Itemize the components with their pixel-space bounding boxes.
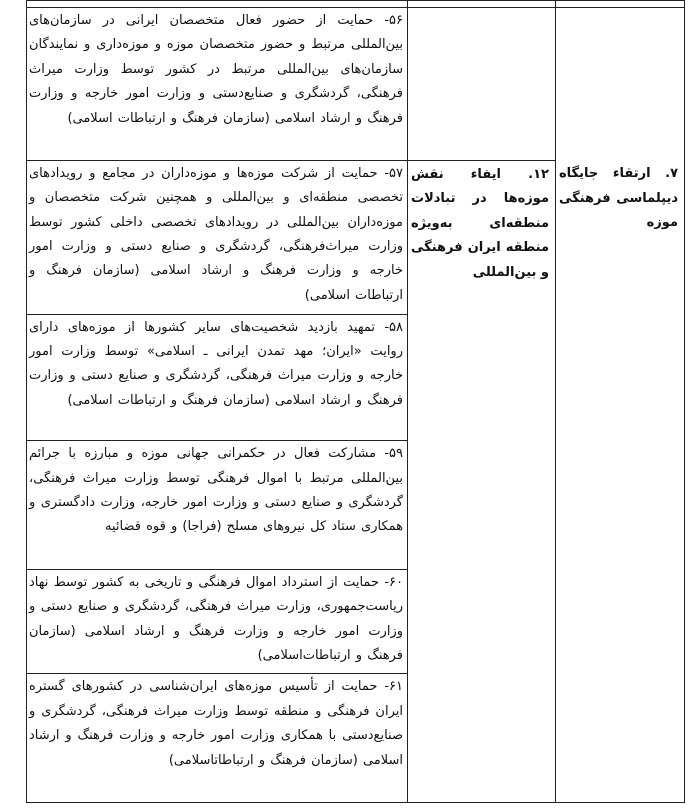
goal-text: ۷. ارتقاء جایگاه دیپلماسی فرهنگی موزه	[559, 166, 678, 231]
action-item-56: ۵۶- حمایت از حضور فعال متخصصان ایرانی در سازمان‌های بین‌المللی مرتبط و حضور متخصصان موزه و موزه‌داری و نمایندگان سازمان‌های بین‌المللی مرتبط در کشور توسط وزارت میراث فرهنگی، گردشگری و صنایع‌دستی و وزارت امور خارجه و وزارت فرهنگ و ارشاد اسلامی (سازمان فرهنگ و ارتباطات اسلامی)	[29, 13, 403, 126]
strategy-cell-top	[408, 8, 556, 161]
action-cell	[27, 8, 408, 161]
action-cell	[27, 674, 408, 803]
action-cell	[27, 569, 408, 674]
action-item-60: ۶۰- حمایت از استرداد اموال فرهنگی و تاریخی به کشور توسط نهاد ریاست‌جمهوری، وزارت میراث فرهنگی، گردشگری و صنایع دستی و وزارت امور خارجه و وزارت فرهنگ و ارشاد اسلامی (سازمان فرهنگ و ارتباطات‌اسلامی)	[29, 574, 403, 664]
strategy-cell	[408, 160, 556, 802]
table-row	[27, 8, 685, 161]
table-row-continued	[27, 1, 685, 8]
goal-cell-continued	[556, 1, 685, 8]
goal-cell	[556, 8, 685, 803]
strategy-cell-continued	[408, 1, 556, 8]
action-cell	[27, 441, 408, 570]
action-item-59: ۵۹- مشارکت فعال در حکمرانی جهانی موزه و مبارزه با جرائم بین‌المللی مرتبط با اموال فرهنگی توسط وزارت میراث فرهنگی، گردشگری و صنایع دستی و وزارت امور خارجه، وزارت دادگستری و همکاری ستاد کل نیروهای مسلح (فراجا) و قوه قضائیه	[29, 446, 403, 535]
action-item-57: ۵۷- حمایت از شرکت موزه‌ها و موزه‌داران در مجامع و رویدادهای تخصصی منطقه‌ای و بین‌المللی و همچنین شرکت متخصصان و موزه‌داران بین‌المللی در رویدادهای تخصصی داخلی کشور توسط وزارت میراث‌فرهنگی، گردشگری و صنایع دستی و وزارت امور خارجه و وزارت فرهنگ و ارشاد اسلامی (سازمان فرهنگ و ارتباطات اسلامی)	[29, 165, 403, 303]
strategy-text: ۱۲. ایفاء نقش موزه‌ها در تبادلات منطقه‌ای به‌ویژه منطقه ایران فرهنگی و بین‌المللی	[411, 166, 549, 280]
action-plan-table	[26, 0, 685, 803]
action-cell	[27, 160, 408, 314]
action-cell	[27, 314, 408, 441]
action-item-58: ۵۸- تمهید بازدید شخصیت‌های سایر کشورها از موزه‌های دارای روایت «ایران؛ مهد تمدن ایرانی ـ اسلامی» توسط وزارت امور خارجه و وزارت میراث فرهنگی، گردشگری و صنایع دستی و وزارت فرهنگ و ارشاد اسلامی (سازمان فرهنگ و ارتباطات اسلامی)	[29, 319, 403, 408]
action-item-61: ۶۱- حمایت از تأسیس موزه‌های ایران‌شناسی در کشورهای گستره ایران فرهنگی و منطقه توسط وزارت میراث فرهنگی، گردشگری و صنایع‌دستی با همکاری وزارت امور خارجه و وزارت فرهنگ و ارشاد اسلامی (سازمان فرهنگ و ارتباطاتاسلامی)	[29, 679, 403, 768]
action-cell-continued	[27, 1, 408, 8]
